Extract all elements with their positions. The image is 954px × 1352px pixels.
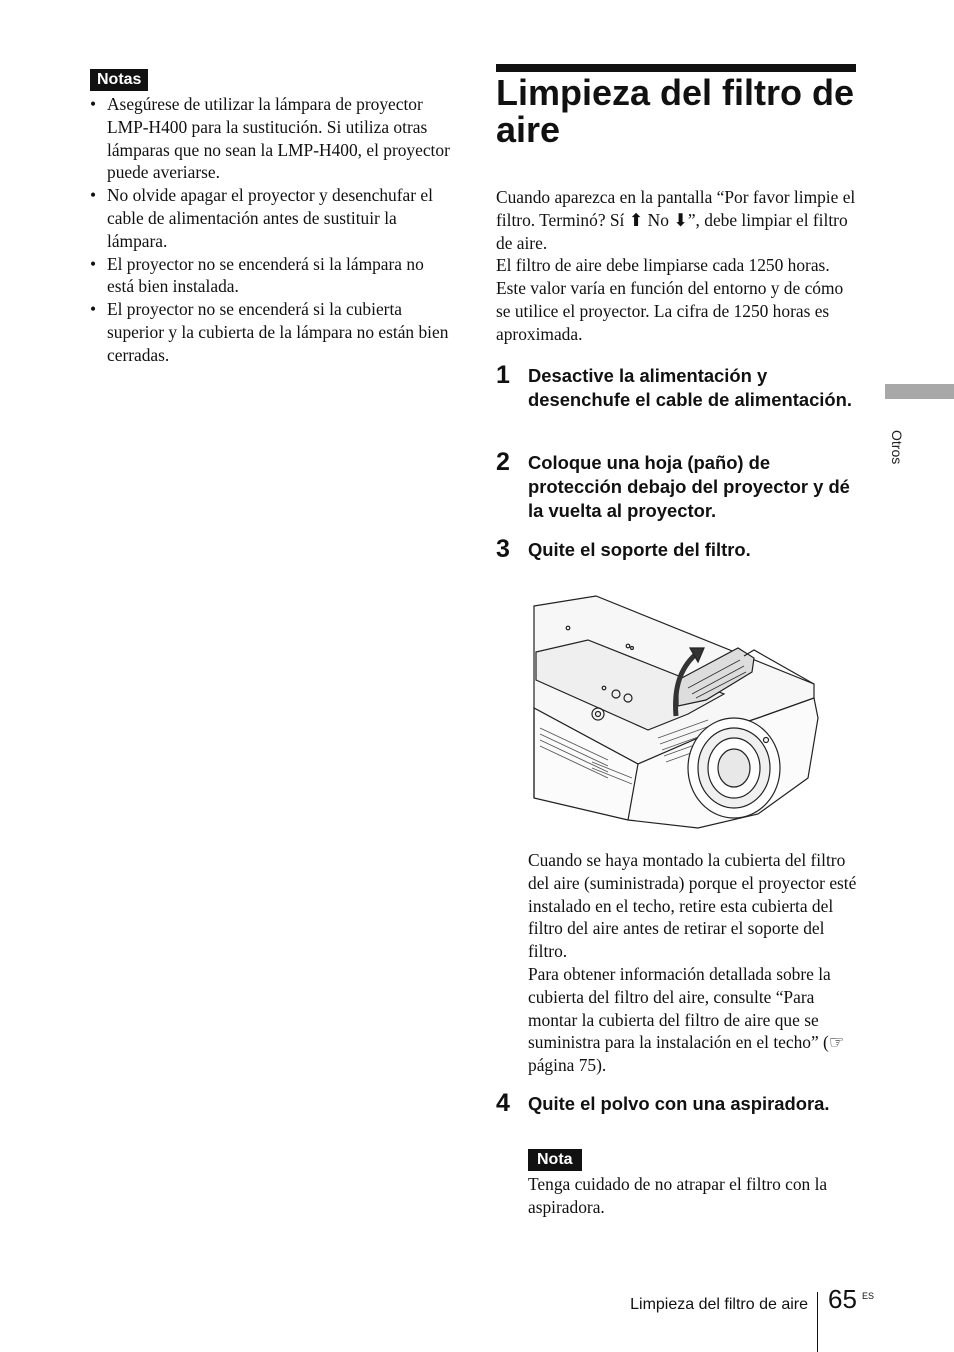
step-2 [496, 448, 858, 523]
step-text: Desactive la alimentación y desenchufe el cable de alimentación. [528, 365, 852, 410]
page-number: 65 [828, 1284, 857, 1314]
note-text: Asegúrese de utilizar la lámpara de proyector LMP-H400 para la sustitución. Si utiliza otras lámparas que no sean la LMP-H400, el proyector puede averiarse. [107, 94, 450, 183]
intro [496, 186, 858, 346]
section-label: Otros [889, 430, 905, 465]
step-number: 2 [496, 448, 510, 476]
step-number: 3 [496, 535, 510, 563]
step-1 [496, 361, 858, 412]
intro-paragraph: El filtro de aire debe limpiarse cada 1250 horas. Este valor varía en función del entorno y de cómo se utilice el proyector. La cifra de 1250 horas es aproximada. [496, 255, 844, 344]
intro-paragraph: Cuando aparezca en la pantalla “Por favor limpie el filtro. Terminó? Sí ⬆ No ⬇”, debe limpiar el filtro de aire. [496, 187, 856, 253]
note-item: • Asegúrese de utilizar la lámpara de proyector LMP-H400 para la sustitución. Si utiliza otras lámparas que no sean la LMP-H400, el proyector puede averiarse. [90, 94, 450, 183]
notes-list [90, 93, 452, 367]
step-text: Quite el polvo con una aspiradora. [528, 1093, 830, 1114]
note-item: • El proyector no se encenderá si la cubierta superior y la cubierta de la lámpara no están bien cerradas. [90, 299, 449, 365]
step3-paragraph: Cuando se haya montado la cubierta del filtro del aire (suministrada) porque el proyector esté instalado en el techo, retire esta cubierta del filtro del aire antes de retirar el soporte del filtro. [528, 850, 857, 962]
language-code: ES [862, 1291, 875, 1301]
page-title: Limpieza del filtro de aire [496, 72, 855, 150]
step-4 [496, 1089, 858, 1117]
step3-description [528, 849, 858, 1077]
step-number: 1 [496, 361, 510, 389]
footer-title: Limpieza del filtro de aire [630, 1296, 808, 1313]
section-tab [885, 384, 954, 399]
step3-paragraph: Para obtener información detallada sobre la cubierta del filtro del aire, consulte “Para montar la cubierta del filtro de aire que se suministra para la instalación en el techo” (☞ página 75). [528, 963, 845, 1076]
note-text: El proyector no se encenderá si la cubierta superior y la cubierta de la lámpara no están bien cerradas. [107, 299, 449, 365]
note-item: • El proyector no se encenderá si la lámpara no está bien instalada. [90, 253, 424, 297]
nota-label: Nota [528, 1149, 582, 1171]
footer-divider [817, 1292, 818, 1352]
step-3 [496, 535, 858, 563]
note-item: • No olvide apagar el proyector y desenchufar el cable de alimentación antes de sustituir la lámpara. [90, 185, 433, 251]
title-rule [496, 64, 856, 72]
step-number: 4 [496, 1089, 510, 1117]
note-text: No olvide apagar el proyector y desenchufar el cable de alimentación antes de sustituir la lámpara. [107, 185, 433, 251]
note-text: El proyector no se encenderá si la lámpara no está bien instalada. [107, 253, 424, 297]
nota-text: Tenga cuidado de no atrapar el filtro con la aspiradora. [528, 1174, 828, 1217]
step-text: Coloque una hoja (paño) de protección debajo del proyector y dé la vuelta al proyector. [528, 452, 850, 521]
projector-filter-illustration [528, 588, 828, 836]
notes-label: Notas [90, 69, 148, 91]
step-text: Quite el soporte del filtro. [528, 539, 751, 560]
